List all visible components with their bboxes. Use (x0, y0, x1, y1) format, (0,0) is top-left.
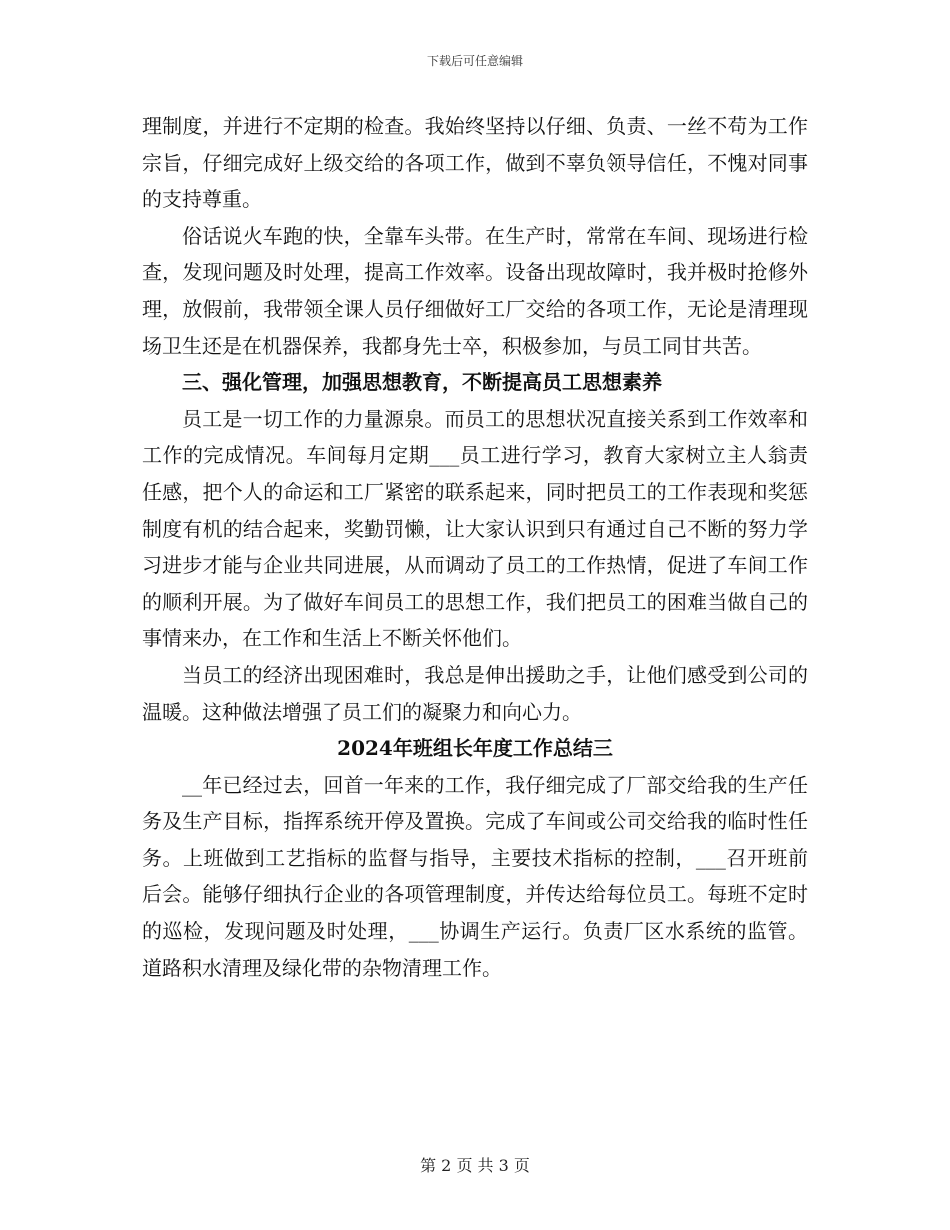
paragraph: 员工是一切工作的力量源泉。而员工的思想状况直接关系到工作效率和工作的完成情况。车间每月定期___员工进行学习，教育大家树立主人翁责任感，把个人的命运和工厂紧密的联系起来，同时把员工的工作表现和奖惩制度有机的结合起来，奖勤罚懒，让大家认识到只有通过自己不断的努力学习进步才能与企业共同进展，从而调动了员工的工作热情，促进了车间工作的顺利开展。为了做好车间员工的思想工作，我们把员工的困难当做自己的事情来办，在工作和生活上不断关怀他们。 (142, 406, 808, 651)
paragraph: 当员工的经济出现困难时，我总是伸出援助之手，让他们感受到公司的温暖。这种做法增强了员工们的凝聚力和向心力。 (142, 662, 808, 724)
page-number: 第 2 页 共 3 页 (420, 1156, 530, 1175)
document-title: 2024年班组长年度工作总结三 (337, 736, 613, 761)
paragraph: 俗话说火车跑的快，全靠车头带。在生产时，常常在车间、现场进行检查，发现问题及时处理，提高工作效率。设备出现故障时，我并极时抢修外理，放假前，我带领全课人员仔细做好工厂交给的各项工作，无论是清理现场卫生还是在机器保养，我都身先士卒，积极参加，与员工同甘共苦。 (142, 223, 808, 358)
paragraph: 理制度，并进行不定期的检查。我始终坚持以仔细、负责、一丝不苟为工作宗旨，仔细完成好上级交给的各项工作，做到不辜负领导信任，不愧对同事的支持尊重。 (142, 114, 808, 212)
page-header: 下载后可任意编辑 (426, 54, 523, 68)
document-body (142, 108, 808, 986)
section-heading: 三、强化管理，加强思想教育，不断提高员工思想素养 (182, 370, 662, 395)
paragraph: __年已经过去，回首一年来的工作，我仔细完成了厂部交给我的生产任务及生产目标，指挥系统开停及置换。完成了车间或公司交给我的临时性任务。上班做到工艺指标的监督与指导，主要技术指标的控制，___召开班前后会。能够仔细执行企业的各项管理制度，并传达给每位员工。每班不定时的巡检，发现问题及时处理，___协调生产运行。负责厂区水系统的监管。道路积水清理及绿化带的杂物清理工作。 (142, 772, 808, 980)
